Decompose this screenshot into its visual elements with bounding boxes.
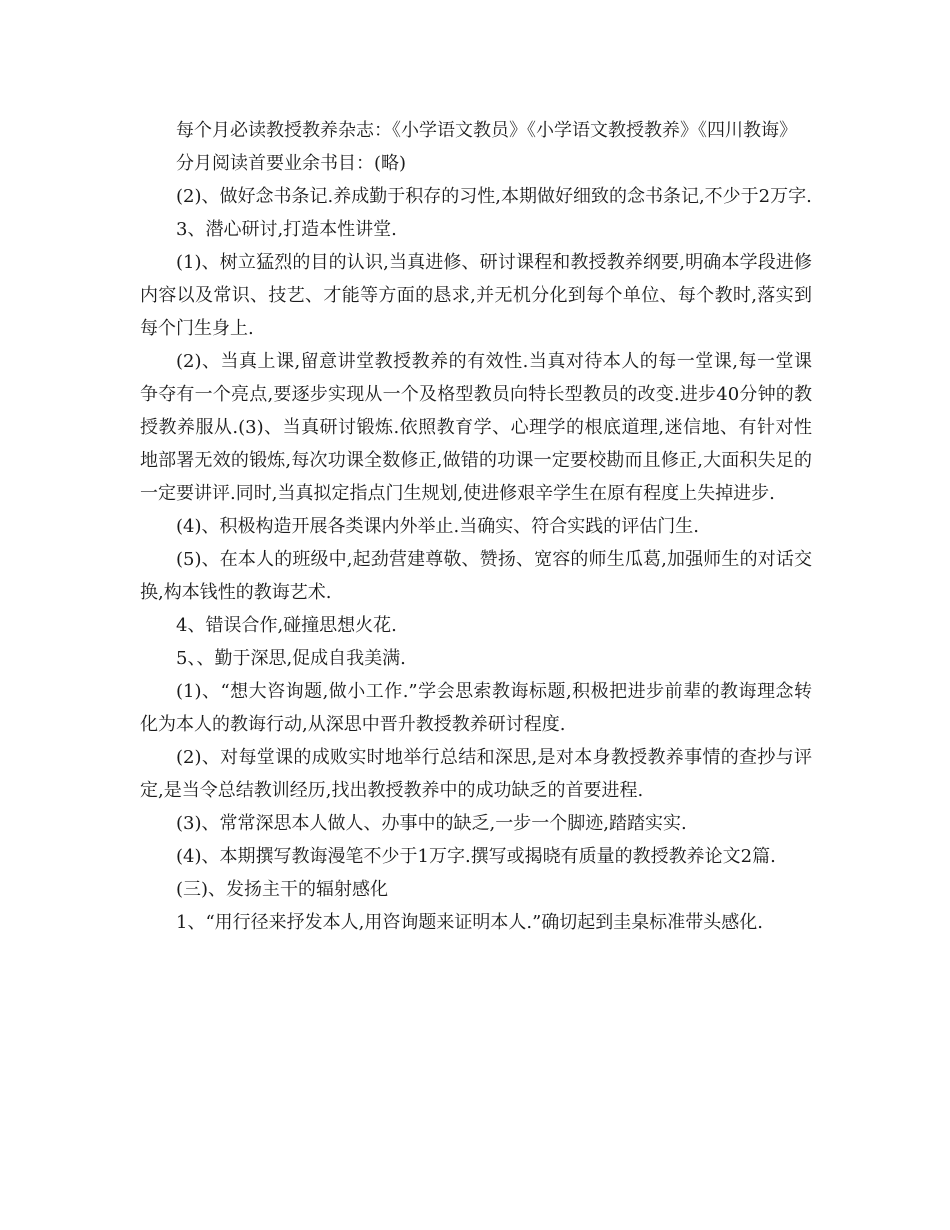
paragraph-monthly-magazines: 每个月必读教授教养杂志：《小学语文教员》《小学语文教授教养》《四川教诲》 xyxy=(176,120,797,141)
paragraph-writing-goals: (4)、本期撰写教诲漫笔不少于1万字.撰写或揭晓有质量的教授教养论文2篇. xyxy=(176,846,776,867)
document-body xyxy=(140,114,812,939)
paragraph-class-relations: (5)、在本人的班级中,起劲营建尊敬、赞扬、宽容的师生瓜葛,加强师生的对话交换,构本钱性的教诲艺术. xyxy=(140,549,812,603)
paragraph-activities: (4)、积极构造开展各类课内外举止.当确实、符合实践的评估门生. xyxy=(176,516,699,537)
paragraph-reading-notes: (2)、做好念书条记.养成勤于积存的习性,本期做好细致的念书条记,不少于2万字. xyxy=(176,186,812,207)
paragraph-think-big: (1)、“想大咨询题,做小工作.”学会思索教诲标题,积极把进步前辈的教诲理念转化为本人的教诲行动,从深思中晋升教授教养研讨程度. xyxy=(140,681,812,735)
paragraph-self-reflection: (3)、常常深思本人做人、办事中的缺乏,一步一个脚迹,踏踏实实. xyxy=(176,813,687,834)
paragraph-goal-awareness: (1)、树立猛烈的目的认识,当真进修、研讨课程和教授教养纲要,明确本学段进修内容以及常识、技艺、才能等方面的恳求,并无机分化到每个单位、每个教时,落实到每个门生身上. xyxy=(140,252,812,339)
paragraph-lesson-review: (2)、对每堂课的成败实时地举行总结和深思,是对本身教授教养事情的查抄与评定,是当令总结教训经历,找出教授教养中的成功缺乏的首要进程. xyxy=(140,747,812,801)
paragraph-monthly-reading: 分月阅读首要业余书目：(略) xyxy=(176,153,407,174)
paragraph-heading-cooperation: 4、错误合作,碰撞思想火花. xyxy=(176,615,397,636)
paragraph-heading-research: 3、潜心研讨,打造本性讲堂. xyxy=(176,219,397,240)
paragraph-lead-by-example: 1、“用行径来抒发本人,用咨询题来证明本人.”确切起到圭臬标准带头感化. xyxy=(176,912,764,933)
paragraph-heading-reflection: 5、、勤于深思,促成自我美满. xyxy=(176,648,406,669)
paragraph-classroom-teaching: (2)、当真上课,留意讲堂教授教养的有效性.当真对待本人的每一堂课,每一堂课争夺有一个亮点,要逐步实现从一个及格型教员向特长型教员的改变.进步40分钟的教授教养服从.(3)、当真研讨锻炼.依照教育学、心理学的根底道理,迷信地、有针对性地部署无效的锻炼,每次功课全数修正,做错的功课一定要校勘而且修正,大面积失足的一定要讲评.同时,当真拟定指点门生规划,使进修艰辛学生在原有程度上失掉进步. xyxy=(140,351,812,504)
paragraph-heading-backbone: (三)、发扬主干的辐射感化 xyxy=(176,879,389,900)
